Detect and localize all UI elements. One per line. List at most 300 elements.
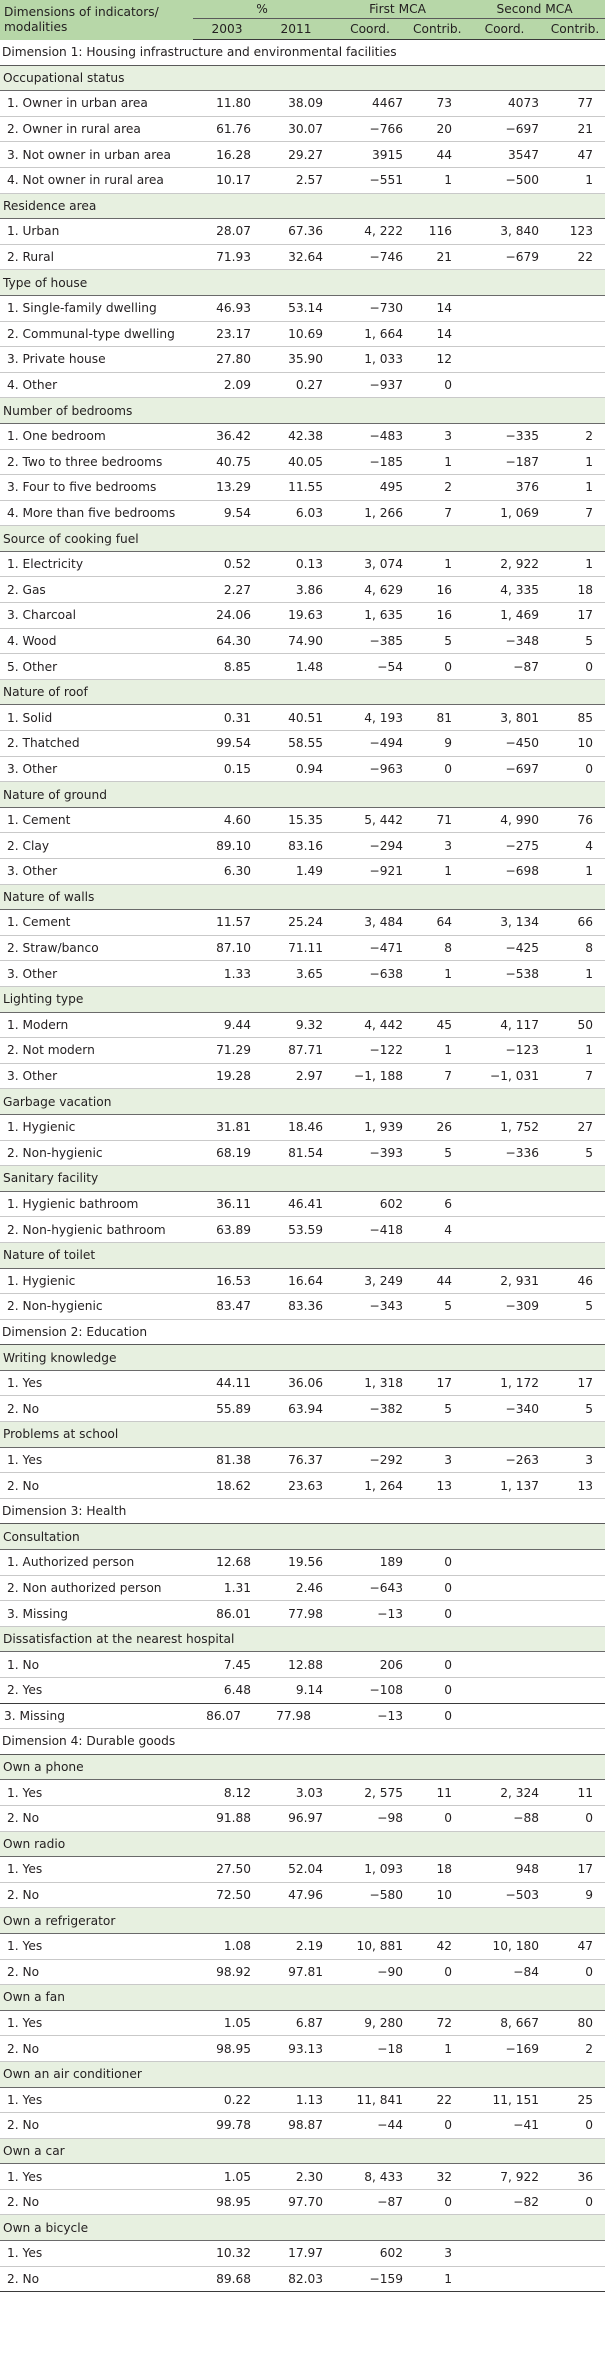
modality-label: 1. Modern — [0, 1012, 193, 1038]
dimension-title: Dimension 4: Durable goods — [0, 1729, 605, 1755]
table-row — [0, 1370, 605, 1396]
first-mca-contrib: 3 — [409, 1447, 464, 1473]
second-mca-contrib — [545, 1601, 605, 1627]
first-mca-contrib: 12 — [409, 347, 464, 373]
pct-2003: 1.33 — [193, 961, 261, 987]
second-mca-coord: −41 — [464, 2113, 545, 2139]
second-mca-coord: 1, 172 — [464, 1370, 545, 1396]
second-mca-coord: 3547 — [464, 142, 545, 168]
first-mca-contrib: 0 — [409, 756, 464, 782]
table-row — [0, 1063, 605, 1089]
modality-label: 1. Hygienic bathroom — [0, 1191, 193, 1217]
second-mca-contrib — [545, 1652, 605, 1678]
pct-2011: 67.36 — [261, 219, 331, 245]
modality-label: 4. Other — [0, 372, 193, 398]
first-mca-coord: 4, 442 — [331, 1012, 409, 1038]
pct-2011: 16.64 — [261, 1268, 331, 1294]
modality-label: 2. No — [0, 1959, 193, 1985]
second-mca-contrib: 10 — [545, 731, 605, 757]
modality-label: 3. Other — [0, 859, 193, 885]
indicator-header-row — [0, 2215, 605, 2241]
table-row — [0, 500, 605, 526]
first-mca-contrib: 10 — [409, 1882, 464, 1908]
indicator-title: Occupational status — [0, 65, 605, 91]
first-mca-contrib: 81 — [409, 705, 464, 731]
first-mca-coord: −1, 188 — [331, 1063, 409, 1089]
pct-2003: 16.53 — [193, 1268, 261, 1294]
pct-2003: 0.15 — [193, 756, 261, 782]
table-row — [0, 1140, 605, 1166]
table-row — [0, 705, 605, 731]
first-mca-contrib: 18 — [409, 1857, 464, 1883]
pct-2003: 24.06 — [193, 603, 261, 629]
first-mca-contrib: 72 — [409, 2010, 464, 2036]
pct-2011: 77.98 — [261, 1703, 331, 1729]
first-mca-coord: −393 — [331, 1140, 409, 1166]
second-mca-coord: 4, 990 — [464, 807, 545, 833]
first-mca-contrib: 14 — [409, 321, 464, 347]
header-row-groups — [0, 0, 605, 19]
pct-2011: 30.07 — [261, 116, 331, 142]
first-mca-contrib: 1 — [409, 551, 464, 577]
second-mca-contrib: 4 — [545, 833, 605, 859]
second-mca-coord: 3, 840 — [464, 219, 545, 245]
table-row — [0, 603, 605, 629]
modality-label: 2. No — [0, 2189, 193, 2215]
pct-2003: 10.32 — [193, 2241, 261, 2267]
first-mca-coord: −122 — [331, 1038, 409, 1064]
first-mca-coord: 4, 629 — [331, 577, 409, 603]
first-mca-coord: −937 — [331, 372, 409, 398]
pct-2011: 17.97 — [261, 2241, 331, 2267]
first-mca-coord: 10, 881 — [331, 1933, 409, 1959]
pct-2011: 63.94 — [261, 1396, 331, 1422]
pct-2011: 6.87 — [261, 2010, 331, 2036]
table-header — [0, 0, 605, 40]
first-mca-coord: −98 — [331, 1805, 409, 1831]
second-mca-contrib: 47 — [545, 1933, 605, 1959]
table-row — [0, 1678, 605, 1704]
modality-label: 1. Solid — [0, 705, 193, 731]
first-mca-coord: 5, 442 — [331, 807, 409, 833]
header-year-2003: 2003 — [193, 19, 261, 40]
pct-2011: 53.14 — [261, 295, 331, 321]
second-mca-contrib: 17 — [545, 603, 605, 629]
pct-2003: 9.54 — [193, 500, 261, 526]
header-year-2011: 2011 — [261, 19, 331, 40]
table-row — [0, 1012, 605, 1038]
indicator-header-row — [0, 398, 605, 424]
first-mca-contrib: 44 — [409, 1268, 464, 1294]
second-mca-contrib — [545, 295, 605, 321]
pct-2011: 3.03 — [261, 1780, 331, 1806]
pct-2003: 86.01 — [193, 1601, 261, 1627]
modality-label: 3. Missing — [0, 1601, 193, 1627]
second-mca-coord: 10, 180 — [464, 1933, 545, 1959]
first-mca-coord: 206 — [331, 1652, 409, 1678]
second-mca-coord: −340 — [464, 1396, 545, 1422]
table-row — [0, 1575, 605, 1601]
second-mca-coord: 2, 922 — [464, 551, 545, 577]
second-mca-contrib: 5 — [545, 1396, 605, 1422]
first-mca-coord: −921 — [331, 859, 409, 885]
first-mca-coord: −159 — [331, 2266, 409, 2292]
pct-2003: 55.89 — [193, 1396, 261, 1422]
pct-2011: 81.54 — [261, 1140, 331, 1166]
pct-2011: 53.59 — [261, 1217, 331, 1243]
second-mca-contrib: 17 — [545, 1370, 605, 1396]
first-mca-coord: −963 — [331, 756, 409, 782]
pct-2011: 12.88 — [261, 1652, 331, 1678]
modality-label: 1. Cement — [0, 910, 193, 936]
pct-2011: 74.90 — [261, 628, 331, 654]
table-row — [0, 577, 605, 603]
pct-2011: 9.32 — [261, 1012, 331, 1038]
table-row — [0, 1396, 605, 1422]
second-mca-contrib — [545, 2241, 605, 2267]
second-mca-contrib: 3 — [545, 1447, 605, 1473]
second-mca-contrib: 1 — [545, 1038, 605, 1064]
first-mca-contrib: 7 — [409, 500, 464, 526]
modality-label: 2. Non-hygienic bathroom — [0, 1217, 193, 1243]
pct-2011: 76.37 — [261, 1447, 331, 1473]
pct-2003: 68.19 — [193, 1140, 261, 1166]
pct-2011: 36.06 — [261, 1370, 331, 1396]
first-mca-coord: −90 — [331, 1959, 409, 1985]
modality-label: 2. Two to three bedrooms — [0, 449, 193, 475]
indicator-title: Residence area — [0, 193, 605, 219]
second-mca-coord: −88 — [464, 1805, 545, 1831]
second-mca-coord — [464, 1217, 545, 1243]
first-mca-contrib: 2 — [409, 475, 464, 501]
second-mca-contrib — [545, 1575, 605, 1601]
table-row — [0, 1294, 605, 1320]
modality-label: 2. Owner in rural area — [0, 116, 193, 142]
second-mca-contrib: 22 — [545, 244, 605, 270]
second-mca-coord: −697 — [464, 756, 545, 782]
second-mca-contrib: 25 — [545, 2087, 605, 2113]
modality-label: 1. Urban — [0, 219, 193, 245]
pct-2011: 3.86 — [261, 577, 331, 603]
second-mca-coord: −500 — [464, 167, 545, 193]
second-mca-contrib: 80 — [545, 2010, 605, 2036]
modality-label: 1. Yes — [0, 2087, 193, 2113]
second-mca-contrib: 0 — [545, 756, 605, 782]
pct-2003: 64.30 — [193, 628, 261, 654]
modality-label: 2. No — [0, 2113, 193, 2139]
pct-2003: 1.08 — [193, 1933, 261, 1959]
first-mca-contrib: 1 — [409, 859, 464, 885]
pct-2003: 72.50 — [193, 1882, 261, 1908]
first-mca-coord: 2, 575 — [331, 1780, 409, 1806]
pct-2011: 15.35 — [261, 807, 331, 833]
second-mca-coord: 4, 117 — [464, 1012, 545, 1038]
indicator-header-row — [0, 1985, 605, 2011]
first-mca-contrib: 21 — [409, 244, 464, 270]
pct-2003: 89.68 — [193, 2266, 261, 2292]
pct-2003: 36.11 — [193, 1191, 261, 1217]
pct-2011: 38.09 — [261, 91, 331, 117]
second-mca-coord: −679 — [464, 244, 545, 270]
second-mca-contrib: 1 — [545, 961, 605, 987]
first-mca-coord: −87 — [331, 2189, 409, 2215]
first-mca-contrib: 32 — [409, 2164, 464, 2190]
table-row — [0, 654, 605, 680]
second-mca-coord: −697 — [464, 116, 545, 142]
first-mca-contrib: 0 — [409, 1550, 464, 1576]
table-row — [0, 423, 605, 449]
pct-2003: 99.54 — [193, 731, 261, 757]
pct-2011: 93.13 — [261, 2036, 331, 2062]
second-mca-coord — [464, 1652, 545, 1678]
second-mca-coord: −84 — [464, 1959, 545, 1985]
second-mca-coord: 7, 922 — [464, 2164, 545, 2190]
first-mca-coord: −292 — [331, 1447, 409, 1473]
pct-2003: 13.29 — [193, 475, 261, 501]
first-mca-coord: 11, 841 — [331, 2087, 409, 2113]
pct-2003: 0.31 — [193, 705, 261, 731]
table-row — [0, 2266, 605, 2292]
pct-2011: 19.56 — [261, 1550, 331, 1576]
second-mca-coord: −263 — [464, 1447, 545, 1473]
pct-2011: 83.36 — [261, 1294, 331, 1320]
first-mca-coord: −54 — [331, 654, 409, 680]
indicator-title: Consultation — [0, 1524, 605, 1550]
indicator-header-row — [0, 1754, 605, 1780]
table-row — [0, 1550, 605, 1576]
modality-label: 3. Other — [0, 1063, 193, 1089]
modality-label: 1. Hygienic — [0, 1114, 193, 1140]
pct-2003: 87.10 — [193, 935, 261, 961]
first-mca-coord: 3, 074 — [331, 551, 409, 577]
header-coord-first: Coord. — [331, 19, 409, 40]
second-mca-contrib — [545, 347, 605, 373]
first-mca-contrib: 26 — [409, 1114, 464, 1140]
first-mca-contrib: 0 — [409, 1575, 464, 1601]
second-mca-contrib: 21 — [545, 116, 605, 142]
first-mca-coord: 189 — [331, 1550, 409, 1576]
second-mca-coord: −123 — [464, 1038, 545, 1064]
modality-label: 2. Communal-type dwelling — [0, 321, 193, 347]
indicator-header-row — [0, 1831, 605, 1857]
second-mca-contrib: 1 — [545, 475, 605, 501]
pct-2003: 4.60 — [193, 807, 261, 833]
table-row — [0, 1268, 605, 1294]
table-row — [0, 2189, 605, 2215]
second-mca-contrib — [545, 372, 605, 398]
pct-2011: 29.27 — [261, 142, 331, 168]
pct-2003: 6.48 — [193, 1678, 261, 1704]
second-mca-contrib: 1 — [545, 551, 605, 577]
second-mca-coord: 8, 667 — [464, 2010, 545, 2036]
table-row — [0, 1191, 605, 1217]
second-mca-contrib: 1 — [545, 859, 605, 885]
first-mca-coord: −638 — [331, 961, 409, 987]
first-mca-coord: 4, 193 — [331, 705, 409, 731]
dimension-header-row — [0, 1319, 605, 1345]
second-mca-coord — [464, 1678, 545, 1704]
pct-2003: 98.95 — [193, 2036, 261, 2062]
pct-2003: 7.45 — [193, 1652, 261, 1678]
first-mca-contrib: 8 — [409, 935, 464, 961]
second-mca-coord: −1, 031 — [464, 1063, 545, 1089]
first-mca-contrib: 5 — [409, 1294, 464, 1320]
modality-label: 1. Yes — [0, 2241, 193, 2267]
table-row — [0, 551, 605, 577]
pct-2011: 25.24 — [261, 910, 331, 936]
dimension-header-row — [0, 1498, 605, 1524]
pct-2011: 83.16 — [261, 833, 331, 859]
first-mca-contrib: 1 — [409, 2266, 464, 2292]
first-mca-contrib: 73 — [409, 91, 464, 117]
first-mca-coord: 3915 — [331, 142, 409, 168]
pct-2011: 2.57 — [261, 167, 331, 193]
first-mca-coord: 602 — [331, 1191, 409, 1217]
second-mca-contrib — [545, 1191, 605, 1217]
pct-2003: 19.28 — [193, 1063, 261, 1089]
first-mca-contrib: 1 — [409, 167, 464, 193]
first-mca-contrib: 22 — [409, 2087, 464, 2113]
pct-2011: 0.13 — [261, 551, 331, 577]
modality-label: 3. Private house — [0, 347, 193, 373]
modality-label: 2. Gas — [0, 577, 193, 603]
first-mca-coord: 4, 222 — [331, 219, 409, 245]
modality-label: 2. No — [0, 1882, 193, 1908]
second-mca-contrib: 0 — [545, 654, 605, 680]
modality-label: 4. Not owner in rural area — [0, 167, 193, 193]
first-mca-coord: −483 — [331, 423, 409, 449]
first-mca-contrib: 16 — [409, 577, 464, 603]
pct-2011: 1.49 — [261, 859, 331, 885]
second-mca-coord: −425 — [464, 935, 545, 961]
pct-2011: 23.63 — [261, 1473, 331, 1499]
table-row — [0, 116, 605, 142]
table-row — [0, 935, 605, 961]
pct-2003: 81.38 — [193, 1447, 261, 1473]
pct-2003: 31.81 — [193, 1114, 261, 1140]
second-mca-contrib: 8 — [545, 935, 605, 961]
second-mca-coord: 11, 151 — [464, 2087, 545, 2113]
pct-2003: 0.52 — [193, 551, 261, 577]
pct-2003: 61.76 — [193, 116, 261, 142]
pct-2011: 40.05 — [261, 449, 331, 475]
second-mca-contrib: 46 — [545, 1268, 605, 1294]
indicator-title: Type of house — [0, 270, 605, 296]
indicator-title: Sanitary facility — [0, 1166, 605, 1192]
first-mca-contrib: 42 — [409, 1933, 464, 1959]
first-mca-contrib: 11 — [409, 1780, 464, 1806]
pct-2011: 97.70 — [261, 2189, 331, 2215]
table-row — [0, 2164, 605, 2190]
indicator-title: Own an air conditioner — [0, 2061, 605, 2087]
first-mca-coord: 8, 433 — [331, 2164, 409, 2190]
second-mca-coord — [464, 295, 545, 321]
indicator-title: Lighting type — [0, 986, 605, 1012]
first-mca-coord: −580 — [331, 1882, 409, 1908]
indicator-header-row — [0, 526, 605, 552]
indicator-header-row — [0, 1626, 605, 1652]
first-mca-coord: −746 — [331, 244, 409, 270]
pct-2011: 2.97 — [261, 1063, 331, 1089]
modality-label: 2. Straw/banco — [0, 935, 193, 961]
dimension-header-row — [0, 40, 605, 66]
pct-2011: 3.65 — [261, 961, 331, 987]
pct-2003: 6.30 — [193, 859, 261, 885]
table-row — [0, 1114, 605, 1140]
indicator-header-row — [0, 65, 605, 91]
second-mca-contrib — [545, 1678, 605, 1704]
pct-2011: 2.30 — [261, 2164, 331, 2190]
pct-2003: 28.07 — [193, 219, 261, 245]
second-mca-contrib: 5 — [545, 1294, 605, 1320]
indicator-header-row — [0, 884, 605, 910]
first-mca-coord: −643 — [331, 1575, 409, 1601]
pct-2003: 10.17 — [193, 167, 261, 193]
modality-label: 2. Rural — [0, 244, 193, 270]
table-row — [0, 1447, 605, 1473]
indicator-title: Writing knowledge — [0, 1345, 605, 1371]
first-mca-coord: −385 — [331, 628, 409, 654]
first-mca-coord: −294 — [331, 833, 409, 859]
table-row — [0, 372, 605, 398]
first-mca-contrib: 4 — [409, 1217, 464, 1243]
modality-label: 2. No — [0, 1396, 193, 1422]
first-mca-contrib: 7 — [409, 1063, 464, 1089]
table-row — [0, 347, 605, 373]
modality-label: 2. No — [0, 1473, 193, 1499]
modality-label: 2. Clay — [0, 833, 193, 859]
table-row — [0, 756, 605, 782]
first-mca-contrib: 5 — [409, 1140, 464, 1166]
second-mca-coord: −169 — [464, 2036, 545, 2062]
first-mca-coord: 4467 — [331, 91, 409, 117]
header-dimensions-label — [0, 0, 193, 40]
pct-2003: 1.05 — [193, 2164, 261, 2190]
modality-label: 1. Yes — [0, 2010, 193, 2036]
second-mca-coord: 1, 137 — [464, 1473, 545, 1499]
pct-2011: 19.63 — [261, 603, 331, 629]
table-row — [0, 142, 605, 168]
first-mca-contrib: 9 — [409, 731, 464, 757]
second-mca-coord: −82 — [464, 2189, 545, 2215]
second-mca-coord: 3, 134 — [464, 910, 545, 936]
second-mca-coord: −187 — [464, 449, 545, 475]
pct-2011: 82.03 — [261, 2266, 331, 2292]
modality-label: 2. No — [0, 2036, 193, 2062]
second-mca-contrib: 5 — [545, 628, 605, 654]
pct-2003: 11.57 — [193, 910, 261, 936]
indicator-header-row — [0, 1908, 605, 1934]
second-mca-coord: 948 — [464, 1857, 545, 1883]
pct-2003: 23.17 — [193, 321, 261, 347]
first-mca-coord: 1, 664 — [331, 321, 409, 347]
second-mca-coord — [464, 372, 545, 398]
pct-2011: 9.14 — [261, 1678, 331, 1704]
first-mca-coord: −551 — [331, 167, 409, 193]
first-mca-coord: −44 — [331, 2113, 409, 2139]
table-body — [0, 40, 605, 2292]
first-mca-contrib: 1 — [409, 2036, 464, 2062]
pct-2003: 27.80 — [193, 347, 261, 373]
second-mca-coord: −450 — [464, 731, 545, 757]
first-mca-contrib: 6 — [409, 1191, 464, 1217]
first-mca-contrib: 17 — [409, 1370, 464, 1396]
indicator-header-row — [0, 193, 605, 219]
pct-2003: 40.75 — [193, 449, 261, 475]
dimension-title: Dimension 1: Housing infrastructure and environmental facilities — [0, 40, 605, 66]
pct-2011: 98.87 — [261, 2113, 331, 2139]
first-mca-coord: 1, 093 — [331, 1857, 409, 1883]
